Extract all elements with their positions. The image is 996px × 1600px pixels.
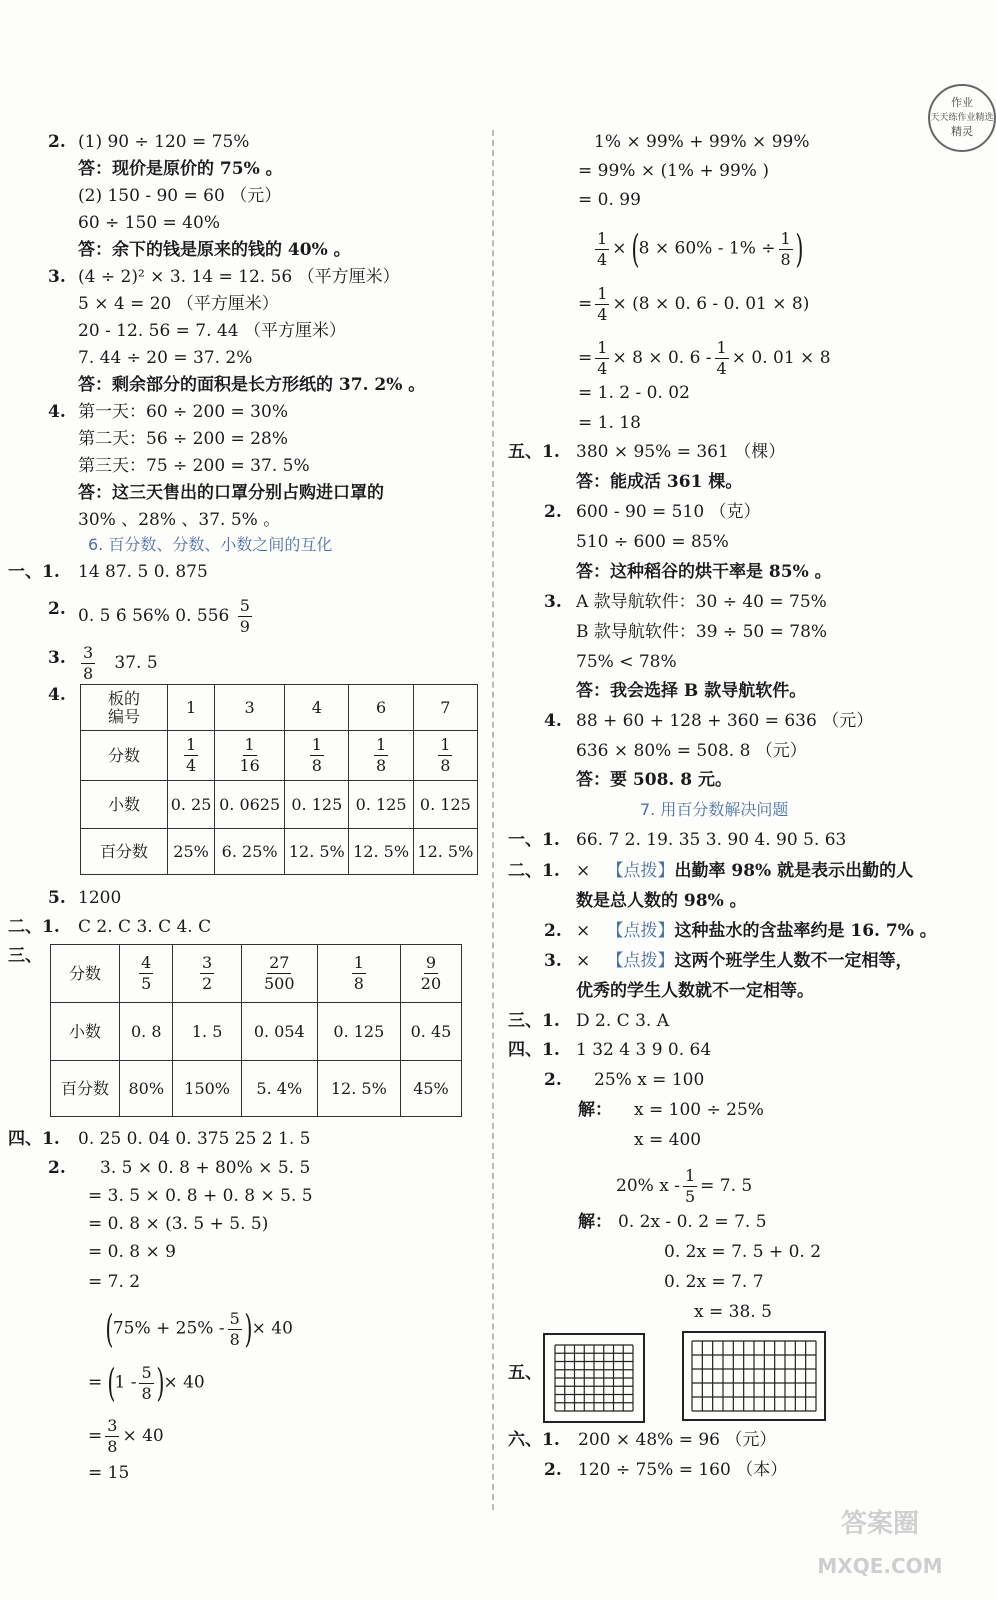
table1-row-header: 小数 — [81, 781, 168, 829]
y1-answers: 66. 7 2. 19. 35 3. 90 4. 90 5. 63 — [576, 830, 847, 850]
si2-number: 2. — [48, 1158, 66, 1178]
cell-fraction — [139, 955, 153, 992]
si2-l6-den: 8 — [229, 1329, 240, 1349]
s42-jie2: 解： — [578, 1212, 612, 1232]
r6-num2: 1 — [716, 338, 727, 357]
s42-eq2-text: 20% x - — [616, 1176, 680, 1196]
p1-answer: 14 87. 5 0. 875 — [78, 562, 208, 582]
s42-line1: x = 100 ÷ 25% — [634, 1100, 764, 1120]
e1-tip: 【点拨】 — [606, 861, 675, 881]
grid-figure-1 — [543, 1333, 645, 1423]
cell-frac-den: 16 — [239, 756, 260, 775]
section6-title: 6. 百分数、分数、小数之间的互化 — [88, 535, 333, 554]
y1-label: 一、1. — [508, 830, 560, 850]
p2-frac-den: 9 — [239, 617, 250, 636]
table2-row-header: 百分数 — [51, 1061, 120, 1117]
r6-text: × 8 × 0. 6 - — [612, 348, 712, 368]
section7-title: 7. 用百分数解决问题 — [640, 800, 789, 819]
cell-frac-num: 1 — [244, 735, 255, 754]
table2-cell — [173, 945, 241, 1003]
e2-number: 2. — [544, 921, 562, 941]
table1-cell: 25% — [168, 829, 215, 875]
cell-fraction — [237, 737, 261, 774]
s42-eq2-den: 5 — [684, 1187, 696, 1206]
q4-line4: 答：这三天售出的口罩分别占购进口罩的 — [78, 483, 384, 503]
r-line2: = 99% × (1% + 99% ) — [578, 161, 769, 181]
q4-line3: 第三天：75 ÷ 200 = 37. 5% — [78, 456, 310, 476]
r-line7: = 1. 2 - 0. 02 — [578, 383, 690, 403]
s42-eq2-tail: = 7. 5 — [700, 1176, 753, 1196]
q3-line1: (4 ÷ 2)² × 3. 14 = 12. 56 （平方厘米） — [78, 267, 400, 287]
cell-fraction — [184, 737, 198, 774]
s3-answers: D 2. C 3. A — [576, 1011, 669, 1031]
table2-row — [51, 1061, 462, 1117]
s42-m2: 0. 2x = 7. 5 + 0. 2 — [664, 1242, 822, 1262]
table2-cell: 150% — [173, 1061, 241, 1117]
table1-cell — [168, 731, 215, 781]
r-line4: $\frac{1}{4}$ × (8 × 60% - 1% ÷ $\frac{1}{8}$ ) — [597, 227, 804, 271]
q3-line3: 20 - 12. 56 = 7. 44 （平方厘米） — [78, 321, 346, 341]
q3-line5: 答：剩余部分的面积是长方形纸的 37. 2% 。 — [78, 375, 426, 395]
s6-label: 六、1. — [508, 1430, 560, 1450]
p4-number: 4. — [48, 685, 66, 705]
cell-frac-den: 20 — [420, 974, 442, 993]
table1-cell — [215, 731, 285, 781]
p2-text: 0. 5 6̇ 56% 0. 556 — [78, 606, 230, 626]
w2-line3: 答：这种稻谷的烘干率是 85% 。 — [576, 562, 832, 582]
s42-m1: 0. 2x - 0. 2 = 7. 5 — [618, 1212, 767, 1232]
stamp-line3: 精灵 — [951, 125, 973, 138]
si2-line2: = 3. 5 × 0. 8 + 0. 8 × 5. 5 — [88, 1186, 313, 1206]
r4-num2: 1 — [780, 228, 791, 248]
table1-cell: 0. 25 — [168, 781, 215, 829]
table1-row — [81, 781, 478, 829]
si2-line5: = 7. 2 — [88, 1272, 141, 1292]
e3-tip: 【点拨】 — [606, 951, 675, 971]
w2-line1: 600 - 90 = 510 （克） — [576, 502, 761, 522]
cell-frac-den: 8 — [375, 756, 387, 775]
q2-number: 2. — [48, 132, 66, 152]
cell-frac-num: 9 — [425, 953, 437, 972]
cell-frac-num: 27 — [269, 953, 290, 972]
q4-line5: 30% 、28% 、37. 5% 。 — [78, 510, 281, 530]
table2-cell — [241, 945, 317, 1003]
cell-frac-den: 2 — [202, 974, 213, 993]
si2-l7-num: 5 — [141, 1362, 152, 1382]
column-divider — [492, 130, 494, 1510]
p5-number: 5. — [48, 888, 66, 908]
q2-line1: (1) 90 ÷ 120 = 75% — [78, 132, 250, 152]
p5-answer: 1200 — [78, 888, 122, 908]
w3-number: 3. — [544, 592, 562, 612]
p1-label: 一、1. — [8, 562, 60, 582]
table1-row — [81, 685, 478, 731]
cell-fraction — [352, 955, 366, 992]
table1-row — [81, 731, 478, 781]
s5-label: 五、 — [508, 1363, 542, 1383]
r4-den2: 8 — [780, 249, 791, 269]
r5-num: 1 — [597, 284, 608, 303]
watermark-logo — [780, 1503, 980, 1599]
e2-tip: 【点拨】 — [606, 921, 675, 941]
table1-cell: 0. 125 — [413, 781, 477, 829]
p3-frac-num: 3 — [83, 643, 94, 662]
p3-text: 37. 5 — [114, 653, 158, 673]
table1-cell: 12. 5% — [349, 829, 413, 875]
si-answers: 0. 25 0. 04 0. 375 25 2 1. 5 — [78, 1129, 311, 1149]
p2-frac-num: 5 — [239, 596, 250, 615]
er-label: 二、1. — [8, 917, 60, 937]
s6-line1: 200 × 48% = 96 （元） — [578, 1430, 777, 1450]
si2-line8 — [88, 1418, 164, 1455]
p3-number: 3. — [48, 648, 66, 668]
q4-number: 4. — [48, 402, 66, 422]
grid-figure-2 — [682, 1331, 826, 1421]
si2-l7-den: 8 — [141, 1383, 152, 1403]
s3-label: 三、1. — [508, 1011, 560, 1031]
table2-cell: 5. 4% — [241, 1061, 317, 1117]
cell-fraction — [419, 955, 443, 992]
si2-l7-tail: × 40 — [163, 1372, 205, 1393]
e2-line1 — [576, 920, 937, 942]
si2-line6: (75% + 25% - $\frac{5}{8}$ )× 40 — [105, 1307, 293, 1351]
cell-fraction — [438, 737, 452, 774]
er-answers: C 2. C 3. C 4. C — [78, 917, 212, 937]
r6-tail: × 0. 01 × 8 — [731, 348, 831, 368]
si2-l6-tail: × 40 — [251, 1318, 293, 1339]
w4-line1: 88 + 60 + 128 + 360 = 636 （元） — [576, 711, 874, 731]
si-label: 四、1. — [8, 1129, 60, 1149]
e2-text: 这种盐水的含盐率约是 16. 7% 。 — [674, 921, 937, 941]
cell-frac-num: 1 — [185, 735, 197, 754]
cell-frac-num: 1 — [440, 735, 451, 754]
table2-cell: 1. 5 — [173, 1003, 241, 1061]
e3-line1 — [576, 950, 912, 972]
table1-cell: 3 — [215, 685, 285, 731]
r5-eq: = — [578, 294, 593, 314]
e2-mark: × — [576, 921, 591, 941]
table2-cell: 0. 8 — [120, 1003, 173, 1061]
s62-line1: 120 ÷ 75% = 160 （本） — [578, 1460, 788, 1480]
w1-line1: 380 × 95% = 361 （棵） — [576, 442, 786, 462]
s42-eq2-num: 1 — [684, 1166, 696, 1185]
table1-cell — [285, 731, 349, 781]
si2-line9: = 15 — [88, 1463, 130, 1483]
r-line3: = 0. 99 — [578, 190, 641, 210]
table1-row — [81, 829, 478, 875]
si2-l8-num: 3 — [107, 1416, 118, 1435]
cell-frac-num: 1 — [311, 735, 322, 754]
p3-frac-den: 8 — [83, 664, 94, 683]
w1-answer: 答：能成活 361 棵。 — [576, 472, 743, 492]
s42-equation: 25% x = 100 — [594, 1070, 705, 1090]
si2-l8-den: 8 — [107, 1437, 118, 1456]
w2-number: 2. — [544, 502, 562, 522]
si2-line3: = 0. 8 × (3. 5 + 5. 5) — [88, 1214, 269, 1234]
r-line8: = 1. 18 — [578, 413, 641, 433]
s42-eq2-fraction — [683, 1168, 697, 1205]
e1-line2: 数是总人数的 98% 。 — [576, 891, 747, 911]
table1-cell: 12. 5% — [413, 829, 477, 875]
si2-line4: = 0. 8 × 9 — [88, 1242, 176, 1262]
cell-frac-den: 4 — [185, 756, 197, 775]
p2-answer — [78, 598, 255, 635]
table2-cell: 45% — [400, 1061, 461, 1117]
w4-number: 4. — [544, 711, 562, 731]
e1-label: 二、1. — [508, 861, 560, 881]
s42-line2: x = 400 — [634, 1130, 702, 1150]
q3-line2: 5 × 4 = 20 （平方厘米） — [78, 294, 279, 314]
cell-frac-den: 8 — [311, 756, 322, 775]
w3-line4: 答：我会选择 B 款导航软件。 — [576, 681, 807, 701]
q2-line3: (2) 150 - 90 = 60 （元） — [78, 186, 282, 206]
r4-text: 8 × 60% - 1% ÷ — [638, 238, 776, 259]
table2-row — [51, 1003, 462, 1061]
si2-l8-tail: × 40 — [122, 1426, 164, 1446]
table2-row-header: 小数 — [51, 1003, 120, 1061]
conversion-table-1 — [80, 684, 478, 875]
table1-cell: 0. 125 — [349, 781, 413, 829]
r-line1: 1% × 99% + 99% × 99% — [594, 132, 810, 152]
r6-den2: 4 — [716, 359, 727, 378]
table1-cell — [349, 731, 413, 781]
san-label: 三、 — [8, 946, 42, 966]
si2-l6-text: 75% + 25% - — [112, 1318, 225, 1339]
cell-frac-num: 4 — [141, 953, 152, 972]
r4-fraction — [595, 228, 609, 269]
cell-fraction — [310, 737, 324, 774]
e1-line1 — [576, 860, 913, 882]
w2-line2: 510 ÷ 600 = 85% — [576, 532, 729, 552]
table2-row-header: 分数 — [51, 945, 120, 1003]
table2-cell: 80% — [120, 1061, 173, 1117]
table1-cell: 0. 0625 — [215, 781, 285, 829]
si2-l7-fraction — [139, 1362, 153, 1403]
p2-number: 2. — [48, 599, 66, 619]
p2-fraction — [238, 598, 252, 635]
table2-cell: 0. 45 — [400, 1003, 461, 1061]
r6-fraction — [595, 340, 609, 377]
table2-row — [51, 945, 462, 1003]
stamp-line1: 作业 — [951, 96, 973, 109]
e3-line2: 优秀的学生人数就不一定相等。 — [576, 981, 814, 1001]
table2-cell — [120, 945, 173, 1003]
w4-line3: 答：要 508. 8 元。 — [576, 770, 732, 790]
table2-cell — [400, 945, 461, 1003]
si2-l8-fraction — [105, 1418, 119, 1455]
conversion-table-2 — [50, 944, 462, 1117]
table2-cell: 0. 054 — [241, 1003, 317, 1061]
cell-frac-den: 500 — [264, 974, 295, 993]
w3-line1: A 款导航软件：30 ÷ 40 = 75% — [576, 592, 827, 612]
si2-l8-eq: = — [88, 1426, 103, 1446]
table2-cell: 0. 125 — [317, 1003, 400, 1061]
w3-line2: B 款导航软件：39 ÷ 50 = 78% — [576, 622, 828, 642]
table2-cell: 12. 5% — [317, 1061, 400, 1117]
r6-den: 4 — [597, 359, 608, 378]
cell-frac-num: 1 — [375, 735, 387, 754]
r5-fraction — [595, 286, 609, 323]
cell-fraction — [262, 955, 297, 992]
table1-cell: 4 — [285, 685, 349, 731]
watermark-line1: 答案圈 — [840, 1509, 919, 1539]
e3-mark: × — [576, 951, 591, 971]
cell-frac-num: 3 — [202, 953, 213, 972]
si2-line7: = (1 - $\frac{5}{8}$ )× 40 — [88, 1361, 205, 1405]
table1-cell — [413, 731, 477, 781]
r4-times: × — [612, 238, 632, 259]
e3-number: 3. — [544, 951, 562, 971]
q2-line2: 答：现价是原价的 75% 。 — [78, 159, 283, 179]
r6-eq: = — [578, 348, 593, 368]
s62-number: 2. — [544, 1460, 562, 1480]
q2-line5: 答：余下的钱是原来的钱的 40% 。 — [78, 240, 351, 260]
table1-cell: 1 — [168, 685, 215, 731]
s42-equation2 — [616, 1168, 752, 1205]
s42-jie: 解： — [578, 1100, 612, 1120]
si2-line1: 3. 5 × 0. 8 + 80% × 5. 5 — [100, 1158, 311, 1178]
si2-l7-eq: = — [88, 1372, 103, 1393]
e3-text: 这两个班学生人数不一定相等， — [674, 951, 913, 971]
r4-den: 4 — [597, 249, 608, 269]
r6-fraction2 — [715, 340, 729, 377]
s4-answers: 1 32 4 3 9 0. 64 — [576, 1040, 712, 1060]
si2-l7-text: 1 - — [114, 1372, 137, 1393]
table2-cell — [317, 945, 400, 1003]
q4-line1: 第一天：60 ÷ 200 = 30% — [78, 402, 288, 422]
table1-row-header: 分数 — [81, 731, 168, 781]
si2-l6-num: 5 — [229, 1308, 240, 1328]
q2-line4: 60 ÷ 150 = 40% — [78, 213, 220, 233]
w4-line2: 636 × 80% = 508. 8 （元） — [576, 741, 807, 761]
r-line5 — [578, 286, 809, 323]
r6-num: 1 — [597, 338, 608, 357]
stamp-seal — [928, 84, 996, 152]
table1-cell: 0. 125 — [285, 781, 349, 829]
s42-m4: x = 38. 5 — [694, 1302, 772, 1322]
cell-frac-den: 8 — [440, 756, 451, 775]
table1-cell: 6. 25% — [215, 829, 285, 875]
s4-label: 四、1. — [508, 1040, 560, 1060]
w3-line3: 75% < 78% — [576, 652, 677, 672]
r4-num: 1 — [597, 228, 608, 248]
r-line6 — [578, 340, 831, 377]
q4-line2: 第二天：56 ÷ 200 = 28% — [78, 429, 288, 449]
table1-cell: 12. 5% — [285, 829, 349, 875]
r4-fraction2 — [779, 228, 793, 269]
table1-cell: 6 — [349, 685, 413, 731]
watermark-line2: MXQE.COM — [817, 1554, 943, 1578]
si2-l6-fraction — [228, 1308, 242, 1349]
table1-row-header: 板的 编号 — [81, 685, 168, 731]
q3-line4: 7. 44 ÷ 20 = 37. 2% — [78, 348, 253, 368]
stamp-line2: 天天练作业精选 — [930, 113, 994, 123]
cell-frac-den: 5 — [141, 974, 152, 993]
e1-text: 出勤率 98% 就是表示出勤的人 — [674, 861, 914, 881]
r5-den: 4 — [597, 305, 608, 324]
cell-fraction — [374, 737, 388, 774]
s42-m3: 0. 2x = 7. 7 — [664, 1272, 764, 1292]
cell-fraction — [200, 955, 214, 992]
p3-answer — [78, 645, 158, 682]
w1-label: 五、1. — [508, 442, 560, 462]
table1-cell: 7 — [413, 685, 477, 731]
cell-frac-den: 8 — [353, 974, 364, 993]
p3-fraction — [81, 645, 95, 682]
s42-number: 2. — [544, 1070, 562, 1090]
r5-text: × (8 × 0. 6 - 0. 01 × 8) — [612, 294, 810, 314]
table1-row-header: 百分数 — [81, 829, 168, 875]
cell-frac-num: 1 — [353, 953, 364, 972]
e1-mark: × — [576, 861, 591, 881]
q3-number: 3. — [48, 267, 66, 287]
